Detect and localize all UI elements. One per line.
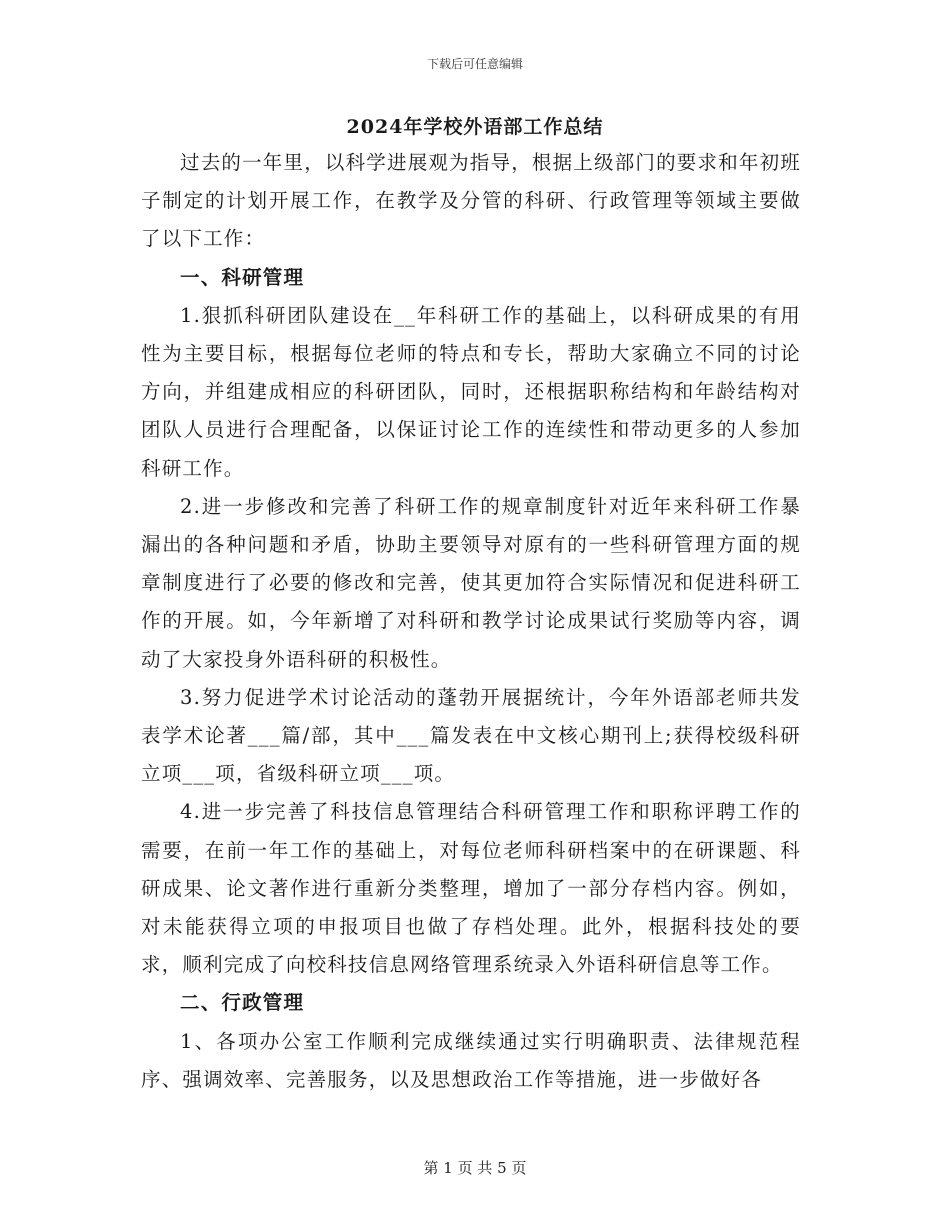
paragraph: 1.狠抓科研团队建设在__年科研工作的基础上，以科研成果的有用性为主要目标，根据每位老师的特点和专长，帮助大家确立不同的讨论方向，并组建成相应的科研团队，同时，还根据职称结构和年龄结构对团队人员进行合理配备，以保证讨论工作的连续性和带动更多的人参加科研工作。 (141, 303, 801, 480)
page-header-note: 下载后可任意编辑 (426, 57, 523, 71)
paragraph: 3.努力促进学术讨论活动的蓬勃开展据统计，今年外语部老师共发表学术论著___篇/部，其中___篇发表在中文核心期刊上;获得校级科研立项___项，省级科研立项___项。 (141, 685, 801, 786)
paragraph: 4.进一步完善了科技信息管理结合科研管理工作和职称评聘工作的需要，在前一年工作的基础上，对每位老师科研档案中的在研课题、科研成果、论文著作进行重新分类整理，增加了一部分存档内容。例如，对未能获得立项的申报项目也做了存档处理。此外，根据科技处的要求，顺利完成了向校科技信息网络管理系统录入外语科研信息等工作。 (141, 800, 801, 977)
paragraph: 2.进一步修改和完善了科研工作的规章制度针对近年来科研工作暴漏出的各种问题和矛盾，协助主要领导对原有的一些科研管理方面的规章制度进行了必要的修改和完善，使其更加符合实际情况和促进科研工作的开展。如，今年新增了对科研和教学讨论成果试行奖励等内容，调动了大家投身外语科研的积极性。 (141, 494, 801, 671)
document-body (141, 144, 801, 1099)
section-heading-research: 一、科研管理 (180, 265, 305, 289)
document-title: 2024年学校外语部工作总结 (346, 116, 604, 138)
page-number: 第 1 页 共 5 页 (423, 1159, 527, 1177)
paragraph: 1、各项办公室工作顺利完成继续通过实行明确职责、法律规范程序、强调效率、完善服务，以及思想政治工作等措施，进一步做好各 (141, 1029, 801, 1091)
intro-paragraph: 过去的一年里，以科学进展观为指导，根据上级部门的要求和年初班子制定的计划开展工作，在教学及分管的科研、行政管理等领域主要做了以下工作： (141, 151, 802, 251)
section-heading-admin: 二、行政管理 (180, 991, 305, 1015)
